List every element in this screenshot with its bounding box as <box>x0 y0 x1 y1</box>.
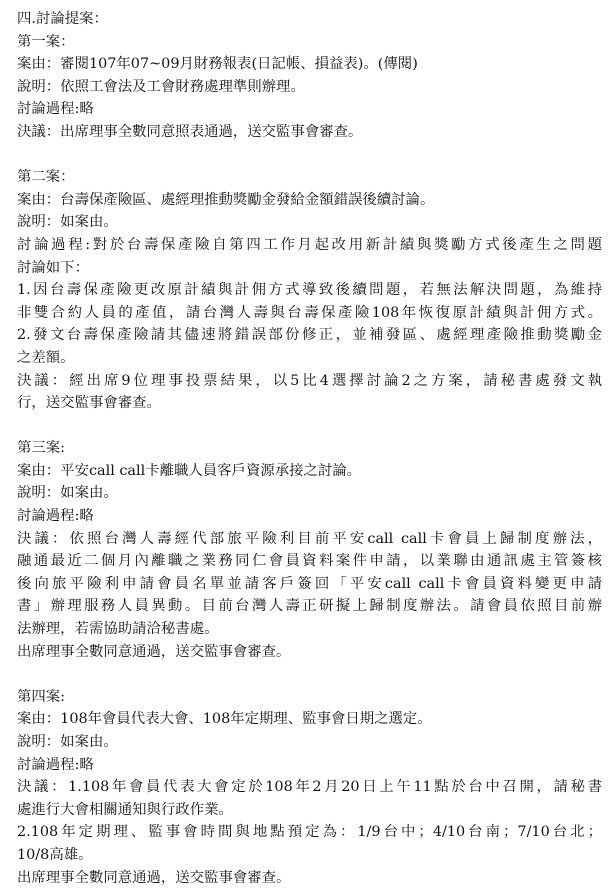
document-body <box>17 8 602 889</box>
spacer <box>17 663 602 686</box>
case-4-line: 案由：108年會員代表大會、108年定期理、監事會日期之選定。 <box>17 711 432 728</box>
section-heading: 四.討論提案： <box>17 11 108 27</box>
case-3-line: 出席理事全數同意通過，送交監事會審查。 <box>17 643 291 660</box>
case-2-line: 討論過程:對於台壽保產險自第四工作月起改用新計績與獎勵方式後產生之問題 <box>17 236 602 253</box>
case-4-line: 說明：如案由。 <box>17 734 118 750</box>
case-1-line: 決議：出席理事全數同意照表通過，送交監事會審查。 <box>17 123 363 140</box>
case-1-line: 討論過程:略 <box>17 101 94 118</box>
case-4-line: 處進行大會相關通知與行政作業。 <box>17 801 233 818</box>
case-3-line: 後向旅平險利申請會員名單並請客戶簽回「平安call call卡會員資料變更申請 <box>17 575 602 592</box>
case-4-title: 第四案: <box>17 688 66 705</box>
case-2-line: 說明：如案由。 <box>17 214 118 231</box>
case-1-line: 案由：審閱107年07~09月財務報表(日記帳、損益表)。(傳閱) <box>17 56 418 73</box>
case-3-line: 決議：依照台灣人壽經代部旅平險利目前平安call call卡會員上歸制度辦法， <box>17 530 602 547</box>
case-1-line: 說明：依照工會法及工會財務處理準則辦理。 <box>17 78 305 95</box>
case-1-title: 第一案： <box>17 33 75 50</box>
case-2-line: 1.因台壽保產險更改原計績與計佣方式導致後續問題，若無法解決問題，為維持 <box>17 282 602 299</box>
case-2-line: 案由：台壽保產險區、處經理推動獎勵金發給金額錯誤後續討論。 <box>17 191 435 208</box>
case-3-line: 說明：如案由。 <box>17 485 118 502</box>
case-2-line: 非雙合約人員的產值，請台灣人壽與台壽保產險108年恢復原計績與計佣方式。 <box>17 304 602 321</box>
case-3-title: 第三案: <box>17 440 66 457</box>
case-3-line: 討論過程:略 <box>17 508 94 525</box>
case-4-line: 10/8高雄。 <box>17 846 93 863</box>
case-2-line: 決議：經出席9位理事投票結果，以5比4選擇討論2之方案，請秘書處發文執 <box>17 372 602 389</box>
case-3-line: 案由：平安call call卡離職人員客戶資源承接之討論。 <box>17 462 362 479</box>
case-4-line: 出席理事全數同意通過，送交監事會審查。 <box>17 869 291 886</box>
case-3-line: 融通最近二個月內離職之業務同仁會員資料案件申請，以業聯由通訊處主管簽核 <box>17 553 602 570</box>
case-4-line: 2.108年定期理、監事會時間與地點預定為：1/9台中；4/10台南；7/10台北； <box>17 824 602 841</box>
case-2-line: 討論如下： <box>17 259 89 276</box>
case-4-line: 討論過程:略 <box>17 756 94 773</box>
spacer <box>17 415 602 438</box>
spacer <box>17 144 602 167</box>
case-2-title: 第二案： <box>17 169 75 186</box>
case-3-line: 法辦理，若需協助請洽秘書處。 <box>17 621 219 638</box>
case-2-line: 行，送交監事會審查。 <box>17 395 161 412</box>
case-3-line: 書」辦理服務人員異動。目前台灣人壽正研擬上歸制度辦法。請會員依照目前辦 <box>17 598 602 615</box>
case-4-line: 決議：1.108年會員代表大會定於108年2月20日上午11點於台中召開，請秘書 <box>17 779 602 796</box>
case-2-line: 2.發文台壽保產險請其儘速將錯誤部份修正，並補發區、處經理產險推動獎勵金 <box>17 327 602 344</box>
case-2-line: 之差額。 <box>17 349 75 366</box>
